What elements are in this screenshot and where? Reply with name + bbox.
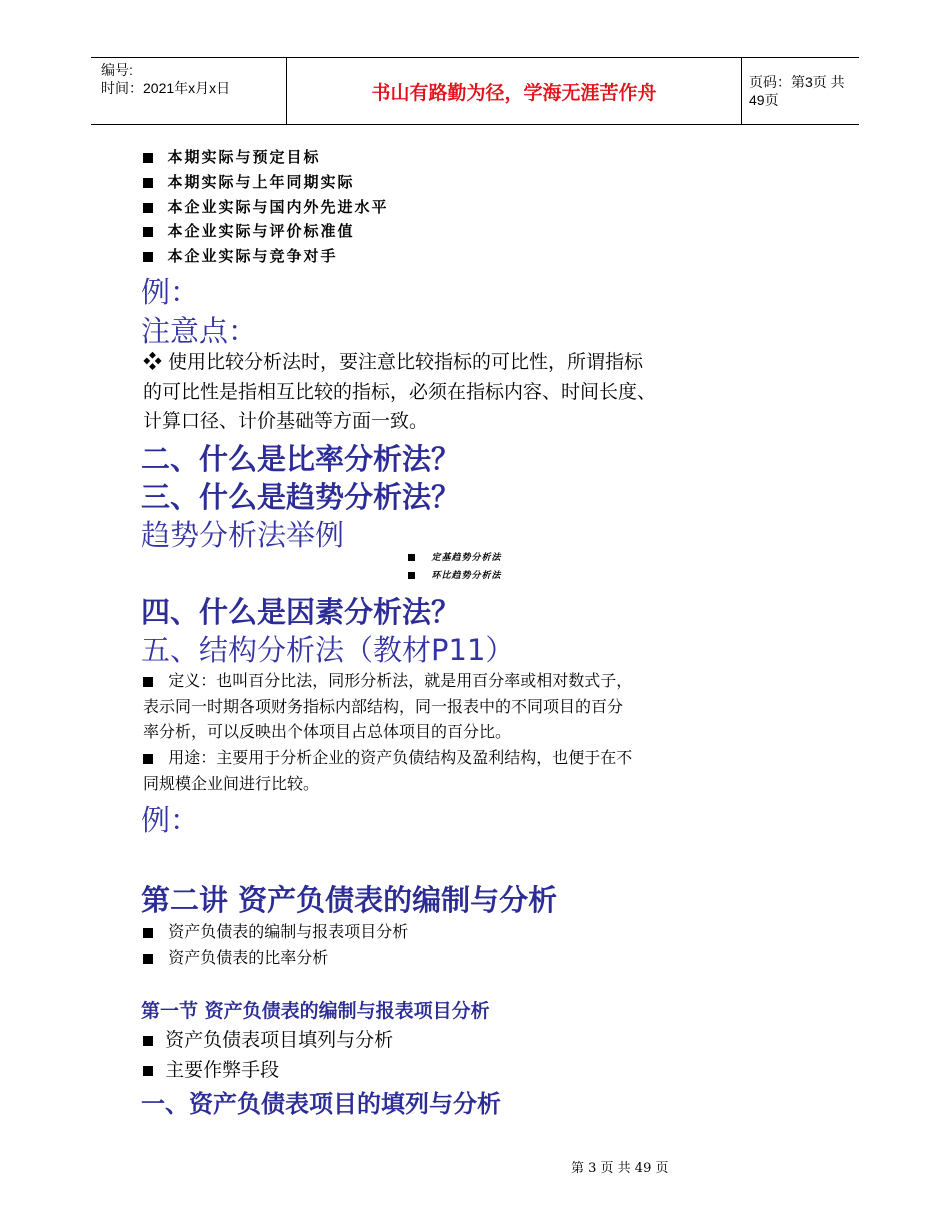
header-motto: 书山有路勤为径，学海无涯苦作舟 [371,81,657,104]
square-bullet-icon [143,252,153,262]
doc-time-label: 时间：2021年x月x日 [101,80,231,96]
example-label: 例： [141,275,200,309]
lecture-title: 第二讲 资产负债表的编制与分析 [141,883,558,917]
section-title: 第一节 资产负债表的编制与报表项目分析 [141,1000,490,1022]
doc-number-label: 编号: [101,62,133,78]
list-item: 资产负债表的编制与报表项目分析 [143,919,408,942]
structure-line: 用途：主要用于分析企业的资产负债结构及盈利结构，也便于在不 [143,745,632,768]
heading-ratio-analysis: 二、什么是比率分析法？ [141,442,461,476]
notes-line: 的可比性是指相互比较的指标，必须在指标内容、时间长度、 [143,381,657,403]
structure-line: 同规模企业间进行比较。 [143,774,320,793]
list-item: 环比趋势分析法 [408,568,502,581]
structure-line: 率分析，可以反映出个体项目占总体项目的百分比。 [143,722,512,741]
heading-trend-analysis: 三、什么是趋势分析法？ [141,480,461,514]
square-bullet-icon [143,928,153,938]
structure-line: 定义：也叫百分比法，同形分析法，就是用百分率或相对数式子， [143,668,632,691]
heading-factor-analysis: 四、什么是因素分析法？ [141,595,461,629]
list-item: 本期实际与上年同期实际 [143,171,354,192]
trend-example-title: 趋势分析法举例 [141,518,345,552]
square-bullet-icon [143,203,153,213]
page-footer: 第 3 页 共 49 页 [571,1161,669,1176]
square-bullet-icon [143,227,153,237]
structure-line: 表示同一时期各项财务指标内部结构，同一报表中的不同项目的百分 [143,697,624,716]
header-info-cell [91,58,286,124]
list-item: 本企业实际与竞争对手 [143,245,337,266]
header-motto-cell [286,58,742,124]
list-item: 资产负债表项目填列与分析 [143,1025,393,1052]
heading-structure-analysis: 五、结构分析法（教材P11） [141,633,515,667]
page-header [91,57,859,125]
square-bullet-icon [408,554,415,561]
square-bullet-icon [143,677,153,687]
square-bullet-icon [143,954,153,964]
header-page-info: 页码：第3页 共49页 [749,74,845,108]
list-item: 本企业实际与评价标准值 [143,220,354,241]
example-label: 例： [141,803,200,837]
list-item: 定基趋势分析法 [408,550,502,563]
header-page-cell [741,58,859,124]
notes-title: 注意点： [141,314,258,348]
square-bullet-icon [408,572,415,579]
square-bullet-icon [143,1066,153,1076]
square-bullet-icon [143,1036,153,1046]
notes-line: ❖ 使用比较分析法时，要注意比较指标的可比性，所谓指标 [143,351,644,373]
square-bullet-icon [143,754,153,764]
square-bullet-icon [143,153,153,163]
list-item: 本企业实际与国内外先进水平 [143,196,388,217]
sub-heading: 一、资产负债表项目的填列与分析 [141,1090,501,1118]
list-item: 主要作弊手段 [143,1055,279,1082]
list-item: 本期实际与预定目标 [143,146,320,167]
square-bullet-icon [143,178,153,188]
notes-line: 计算口径、计价基础等方面一致。 [143,410,429,432]
list-item: 资产负债表的比率分析 [143,945,328,968]
